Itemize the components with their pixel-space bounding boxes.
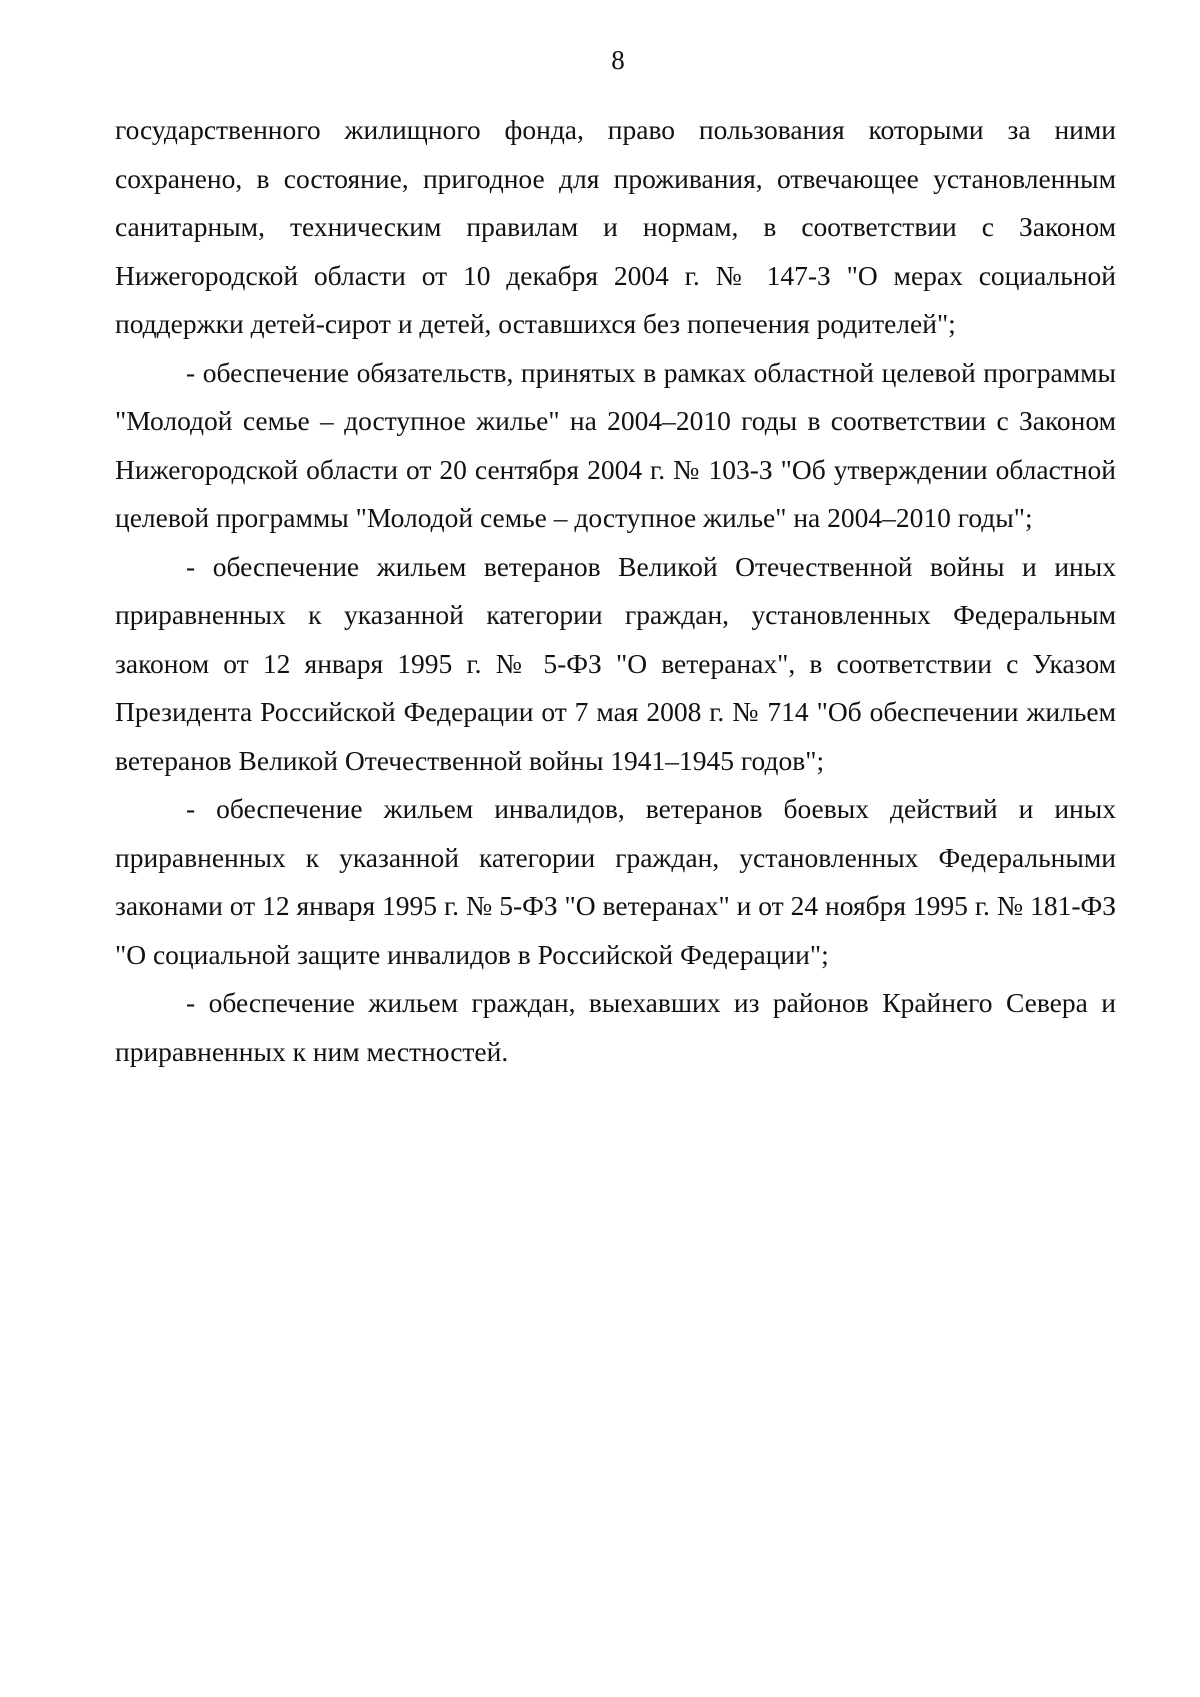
list-item-war-veterans-housing: - обеспечение жильем ветеранов Великой Отечественной войны и иных приравненных к указанной категории граждан, установленных Федеральным законом от 12 января 1995 г. № 5-ФЗ "О ветеранах", в соответствии с Указом Президента Российской Федерации от 7 мая 2008 г. № 714 "Об обеспечении жильем ветеранов Великой Отечественной войны 1941–1945 годов"; <box>115 550 1116 776</box>
paragraph-continuation: государственного жилищного фонда, право пользования которыми за ними сохранено, в состояние, пригодное для проживания, отвечающее установленным санитарным, техническим правилам и нормам, в соответствии с Законом Нижегородской области от 10 декабря 2004 г. № 147-З "О мерах социальной поддержки детей-сирот и детей, оставшихся без попечения родителей"; <box>115 114 1116 339</box>
page-number: 8 <box>611 45 625 75</box>
document-body <box>115 106 1116 1076</box>
list-item-young-family-program: - обеспечение обязательств, принятых в рамках областной целевой программы "Молодой семье – доступное жилье" на 2004–2010 годы в соответствии с Законом Нижегородской области от 20 сентября 2004 г. № 103-З "Об утверждении областной целевой программы "Молодой семье – доступное жилье" на 2004–2010 годы"; <box>115 356 1116 533</box>
list-item-disabled-veterans-housing: - обеспечение жильем инвалидов, ветеранов боевых действий и иных приравненных к указанной категории граждан, установленных Федеральными законами от 12 января 1995 г. № 5-ФЗ "О ветеранах" и от 24 ноября 1995 г. № 181-ФЗ "О социальной защите инвалидов в Российской Федерации"; <box>115 793 1116 970</box>
list-item-far-north-housing: - обеспечение жильем граждан, выехавших из районов Крайнего Севера и приравненных к ним местностей. <box>115 987 1116 1067</box>
